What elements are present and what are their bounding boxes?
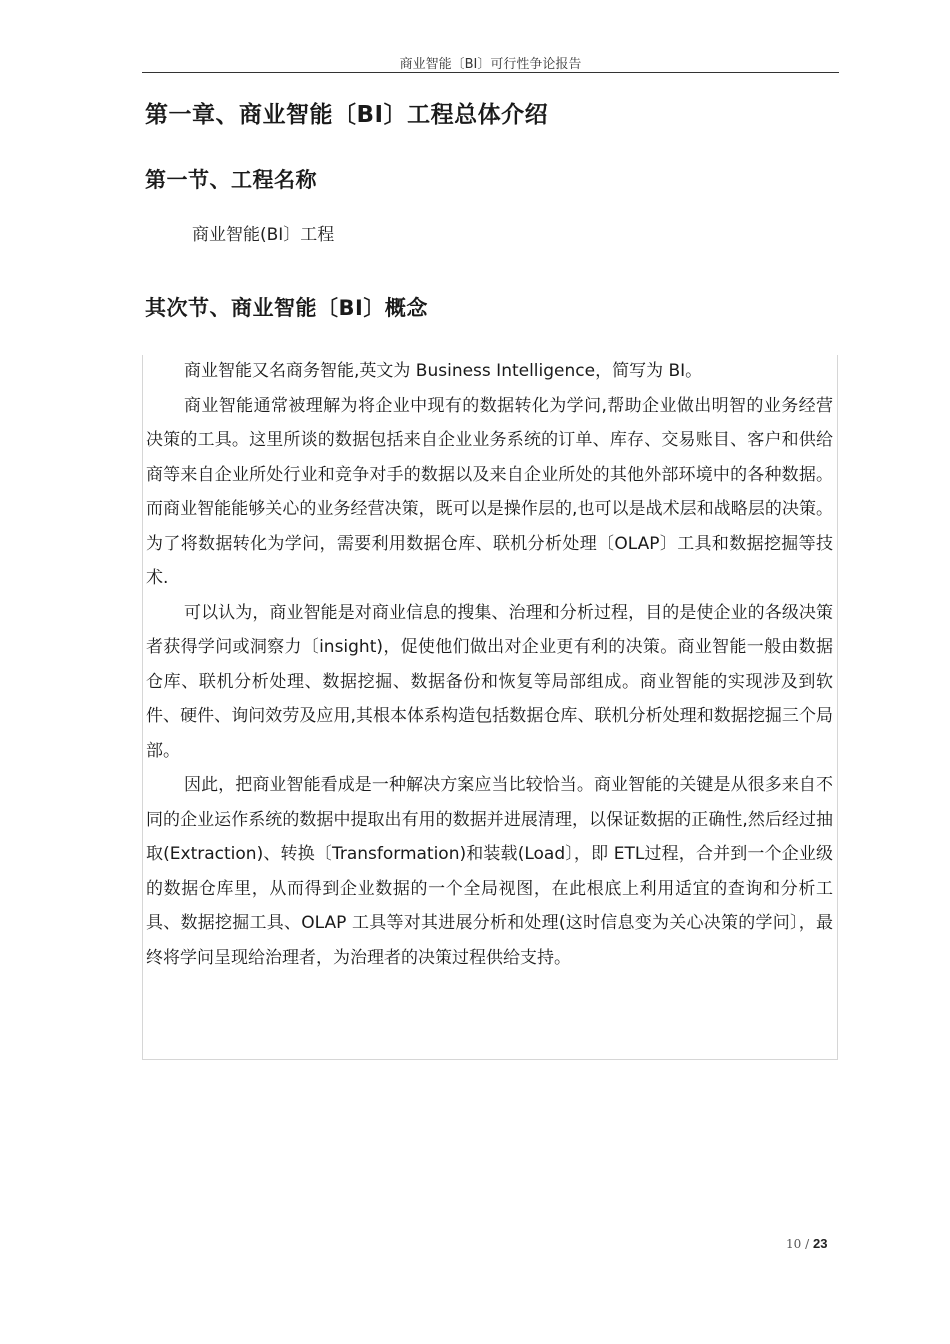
header-divider	[142, 72, 839, 73]
chapter-title: 第一章、商业智能〔BI〕工程总体介绍	[145, 102, 549, 128]
paragraph-1: 商业智能又名商务智能,英文为 Business Intelligence，简写为 BI。	[184, 361, 703, 381]
running-header: 商业智能〔BI〕可行性争论报告	[399, 57, 582, 72]
section-1-title: 第一节、工程名称	[145, 168, 317, 192]
page-separator: /	[805, 1237, 810, 1251]
section-2-title: 其次节、商业智能〔BI〕概念	[145, 296, 428, 320]
concept-text-box	[142, 355, 838, 1060]
page-total: 23	[812, 1236, 828, 1251]
paragraph-2: 商业智能通常被理解为将企业中现有的数据转化为学问,帮助企业做出明智的业务经营决策的工具。这里所谈的数据包括来自企业业务系统的订单、库存、交易账目、客户和供给商等来自企业所处行业和竞争对手的数据以及来自企业所处的其他外部环境中的各种数据。而商业智能能够关心的业务经营决策，既可以是操作层的,也可以是战术层和战略层的决策。为了将数据转化为学问，需要利用数据仓库、联机分析处理〔OLAP〕工具和数据挖掘等技术.	[146, 395, 833, 588]
page-current: 10	[786, 1237, 802, 1251]
page-number	[786, 1236, 827, 1251]
paragraph-4: 因此，把商业智能看成是一种解决方案应当比较恰当。商业智能的关键是从很多来自不同的企业运作系统的数据中提取出有用的数据并进展清理，以保证数据的正确性,然后经过抽取(Extraction)、转换〔Transformation)和装载(Load〕，即 ETL过程，合并到一个企业级的数据仓库里，从而得到企业数据的一个全局视图，在此根底上利用适宜的查询和分析工具、数据挖掘工具、OLAP 工具等对其进展分析和处理(这时信息变为关心决策的学问〕，最终将学问呈现给治理者，为治理者的决策过程供给支持。	[146, 775, 833, 968]
project-name: 商业智能(BI〕工程	[192, 225, 335, 245]
paragraph-3: 可以认为，商业智能是对商业信息的搜集、治理和分析过程，目的是使企业的各级决策者获得学问或洞察力〔insight)，促使他们做出对企业更有利的决策。商业智能一般由数据仓库、联机分析处理、数据挖掘、数据备份和恢复等局部组成。商业智能的实现涉及到软件、硬件、询问效劳及应用,其根本体系构造包括数据仓库、联机分析处理和数据挖掘三个局部。	[146, 602, 833, 761]
